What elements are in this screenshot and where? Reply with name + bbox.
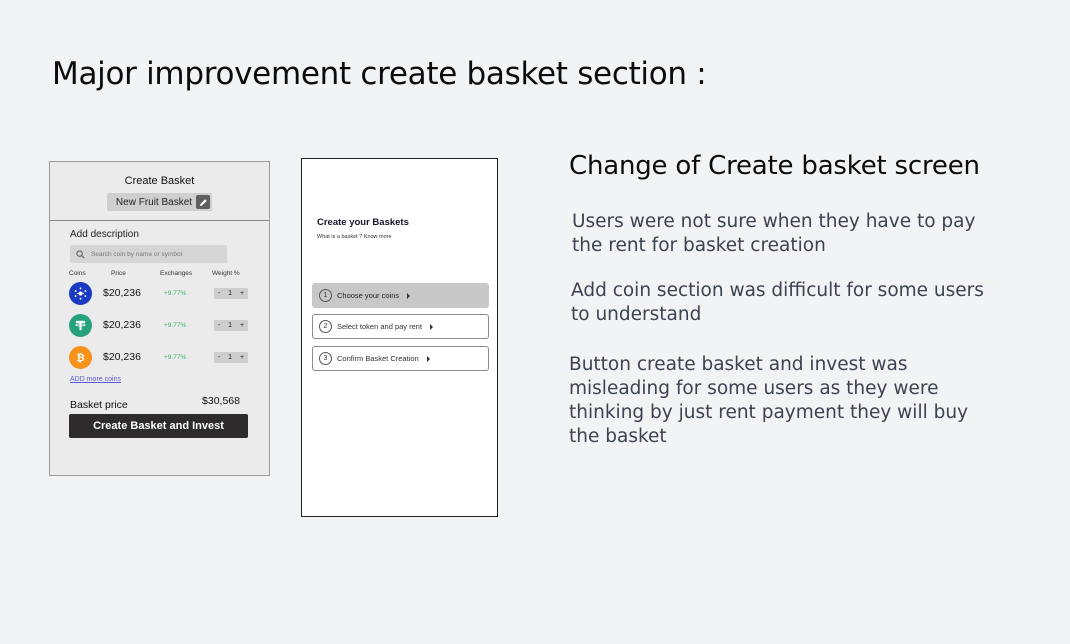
notes-heading: Change of Create basket screen — [569, 151, 980, 181]
basket-name-field[interactable] — [107, 193, 212, 211]
know-more-link[interactable]: What is a basket ? Know more — [317, 234, 392, 240]
weight-value: 1 — [228, 289, 233, 297]
new-create-basket-screen — [301, 158, 498, 517]
coin-change: +9.77% — [164, 321, 187, 329]
plus-button[interactable]: + — [239, 321, 245, 329]
step-select-token-pay-rent[interactable] — [312, 314, 489, 339]
old-screen-header — [50, 162, 269, 221]
coin-search-input[interactable] — [70, 245, 227, 263]
search-placeholder: Search coin by name or symbol — [91, 250, 183, 258]
svg-text:₿: ₿ — [76, 352, 85, 364]
create-basket-and-invest-button[interactable]: Create Basket and Invest — [69, 414, 248, 438]
step-label: Choose your coins — [337, 291, 400, 300]
pencil-icon[interactable] — [196, 195, 210, 209]
coin-row — [69, 341, 269, 373]
old-create-basket-screen — [49, 161, 270, 476]
coin-table-header — [69, 270, 269, 277]
bitcoin-icon — [69, 346, 92, 369]
weight-value: 1 — [228, 353, 233, 361]
new-screen-title: Create your Baskets — [317, 217, 409, 228]
search-icon — [76, 250, 85, 259]
col-exchanges: Exchanges — [160, 270, 193, 277]
plus-button[interactable]: + — [239, 289, 245, 297]
weight-stepper[interactable] — [214, 288, 248, 299]
caret-right-icon — [427, 356, 430, 362]
step-number: 1 — [319, 289, 332, 302]
col-coins: Coins — [69, 270, 86, 277]
basket-price-row — [70, 395, 240, 411]
note-item: Add coin section was difficult for some users to understand — [571, 280, 984, 325]
caret-right-icon — [407, 293, 410, 299]
coin-row — [69, 309, 269, 341]
cardano-icon — [69, 282, 92, 305]
note-item: Button create basket and invest was misleading for some users as they were thinking by just rent payment they will buy the basket — [569, 354, 969, 447]
plus-button[interactable]: + — [239, 353, 245, 361]
step-number: 3 — [319, 352, 332, 365]
step-label: Select token and pay rent — [337, 322, 423, 331]
coin-row — [69, 277, 269, 309]
add-more-coins-link[interactable]: ADD more coins — [70, 376, 121, 383]
weight-stepper[interactable] — [214, 320, 248, 331]
step-number: 2 — [319, 320, 332, 333]
coin-price: $20,236 — [103, 351, 141, 363]
basket-price-value: $30,568 — [202, 395, 240, 407]
col-price: Price — [111, 270, 126, 277]
col-weight: Weight % — [212, 270, 240, 277]
caret-right-icon — [430, 324, 433, 330]
basket-price-label: Basket price — [70, 399, 128, 411]
coin-price: $20,236 — [103, 319, 141, 331]
coin-price: $20,236 — [103, 287, 141, 299]
step-choose-coins[interactable] — [312, 283, 489, 308]
basket-name-text: New Fruit Basket — [115, 196, 193, 208]
weight-value: 1 — [228, 321, 233, 329]
old-screen-title: Create Basket — [124, 175, 195, 187]
add-description-link[interactable]: Add description — [70, 229, 139, 240]
step-label: Confirm Basket Creation — [337, 354, 419, 363]
tether-icon — [69, 314, 92, 337]
minus-button[interactable]: - — [217, 289, 221, 297]
minus-button[interactable]: - — [217, 353, 221, 361]
coin-change: +9.77% — [164, 289, 187, 297]
weight-stepper[interactable] — [214, 352, 248, 363]
page-title: Major improvement create basket section : — [52, 56, 707, 92]
step-confirm-basket-creation[interactable] — [312, 346, 489, 371]
coin-change: +9.77% — [164, 353, 187, 361]
minus-button[interactable]: - — [217, 321, 221, 329]
note-item: Users were not sure when they have to pay the rent for basket creation — [572, 211, 976, 256]
